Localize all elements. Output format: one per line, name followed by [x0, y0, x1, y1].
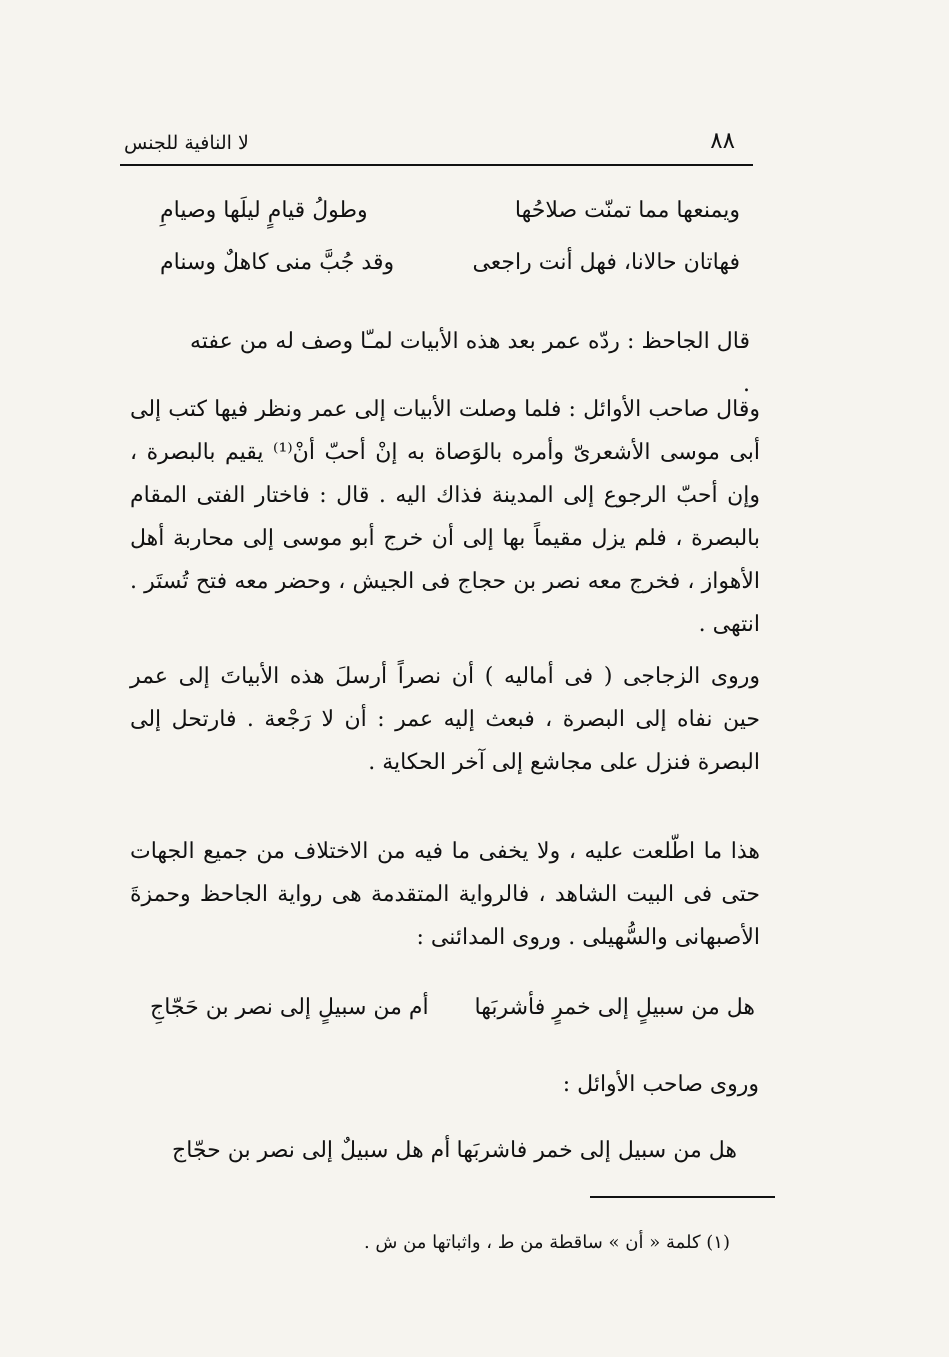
awail-intro: وروى صاحب الأوائل :: [562, 1072, 759, 1097]
verse-hemistich-second: وقد جُبَّ منى كاهلٌ وسنام: [160, 250, 395, 275]
footnote: (١) كلمة « أن » ساقطة من ط ، واثباتها من ش .: [363, 1232, 730, 1253]
paragraph-awail: وقال صاحب الأوائل : فلما وصلت الأبيات إلى عمر ونظر فيها كتب إلى أبى موسى الأشعرىّ وأمره بالوَصاة به إنْ أحبّ أنْ⁽¹⁾ يقيم بالبصرة ، وإن أحبّ الرجوع إلى المدينة فذاك اليه . قال : فاختار الفتى المقام بالبصرة ، فلم يزل مقيماً بها إلى أن خرج أبو موسى إلى محاربة أهل الأهواز ، فخرج معه نصر بن حجاج فى الجيش ، وحضر معه فتح تُستَر . انتهى .: [130, 397, 760, 637]
verse-hemistich-first: فهاتان حالانا، فهل أنت راجعى: [472, 250, 740, 275]
paragraph-jahiz: قال الجاحظ : ردّه عمر بعد هذه الأبيات لمـّا وصف له من عفته .: [190, 329, 750, 397]
verse-hemistich-second: وطولُ قيامٍ ليلَها وصيامِ: [160, 198, 368, 223]
verse-hemistich-first: هل من سبيل إلى خمر فاشربَها: [456, 1138, 737, 1163]
verse-madaini: [150, 995, 755, 1035]
verse-line-2: [160, 250, 740, 290]
page-number: ٨٨: [710, 128, 735, 154]
footnote-rule: [590, 1196, 775, 1198]
paragraph-hadha: هذا ما اطّلعت عليه ، ولا يخفى ما فيه من الاختلاف من جميع الجهات حتى فى البيت الشاهد ، فالرواية المتقدمة هى رواية الجاحظ وحمزةَ الأصبهانى والسُّهيلى . وروى المدائنى :: [130, 839, 760, 950]
verse-hemistich-first: هل من سبيلٍ إلى خمرٍ فأشربَها: [474, 995, 755, 1020]
verse-hemistich-first: ويمنعها مما تمنّت صلاحُها: [514, 198, 740, 223]
running-title: لا النافية للجنس: [124, 132, 249, 154]
page-header: [120, 128, 753, 166]
verse-line-1: [160, 198, 740, 238]
verse-hemistich-second: أم من سبيلٍ إلى نصر بن حَجّاجِ: [150, 995, 429, 1020]
paragraph-zajjaji: وروى الزجاجى ( فى أماليه ) أن نصراً أرسلَ هذه الأبياتَ إلى عمر حين نفاه إلى البصرة ، فبعث إليه عمر : أن لا رَجْعة . فارتحل إلى البصرة فنزل على مجاشع إلى آخر الحكاية .: [130, 664, 760, 775]
verse-hemistich-second: أم هل سبيلٌ إلى نصر بن حجّاج: [172, 1138, 451, 1163]
verse-awail: [172, 1138, 737, 1178]
